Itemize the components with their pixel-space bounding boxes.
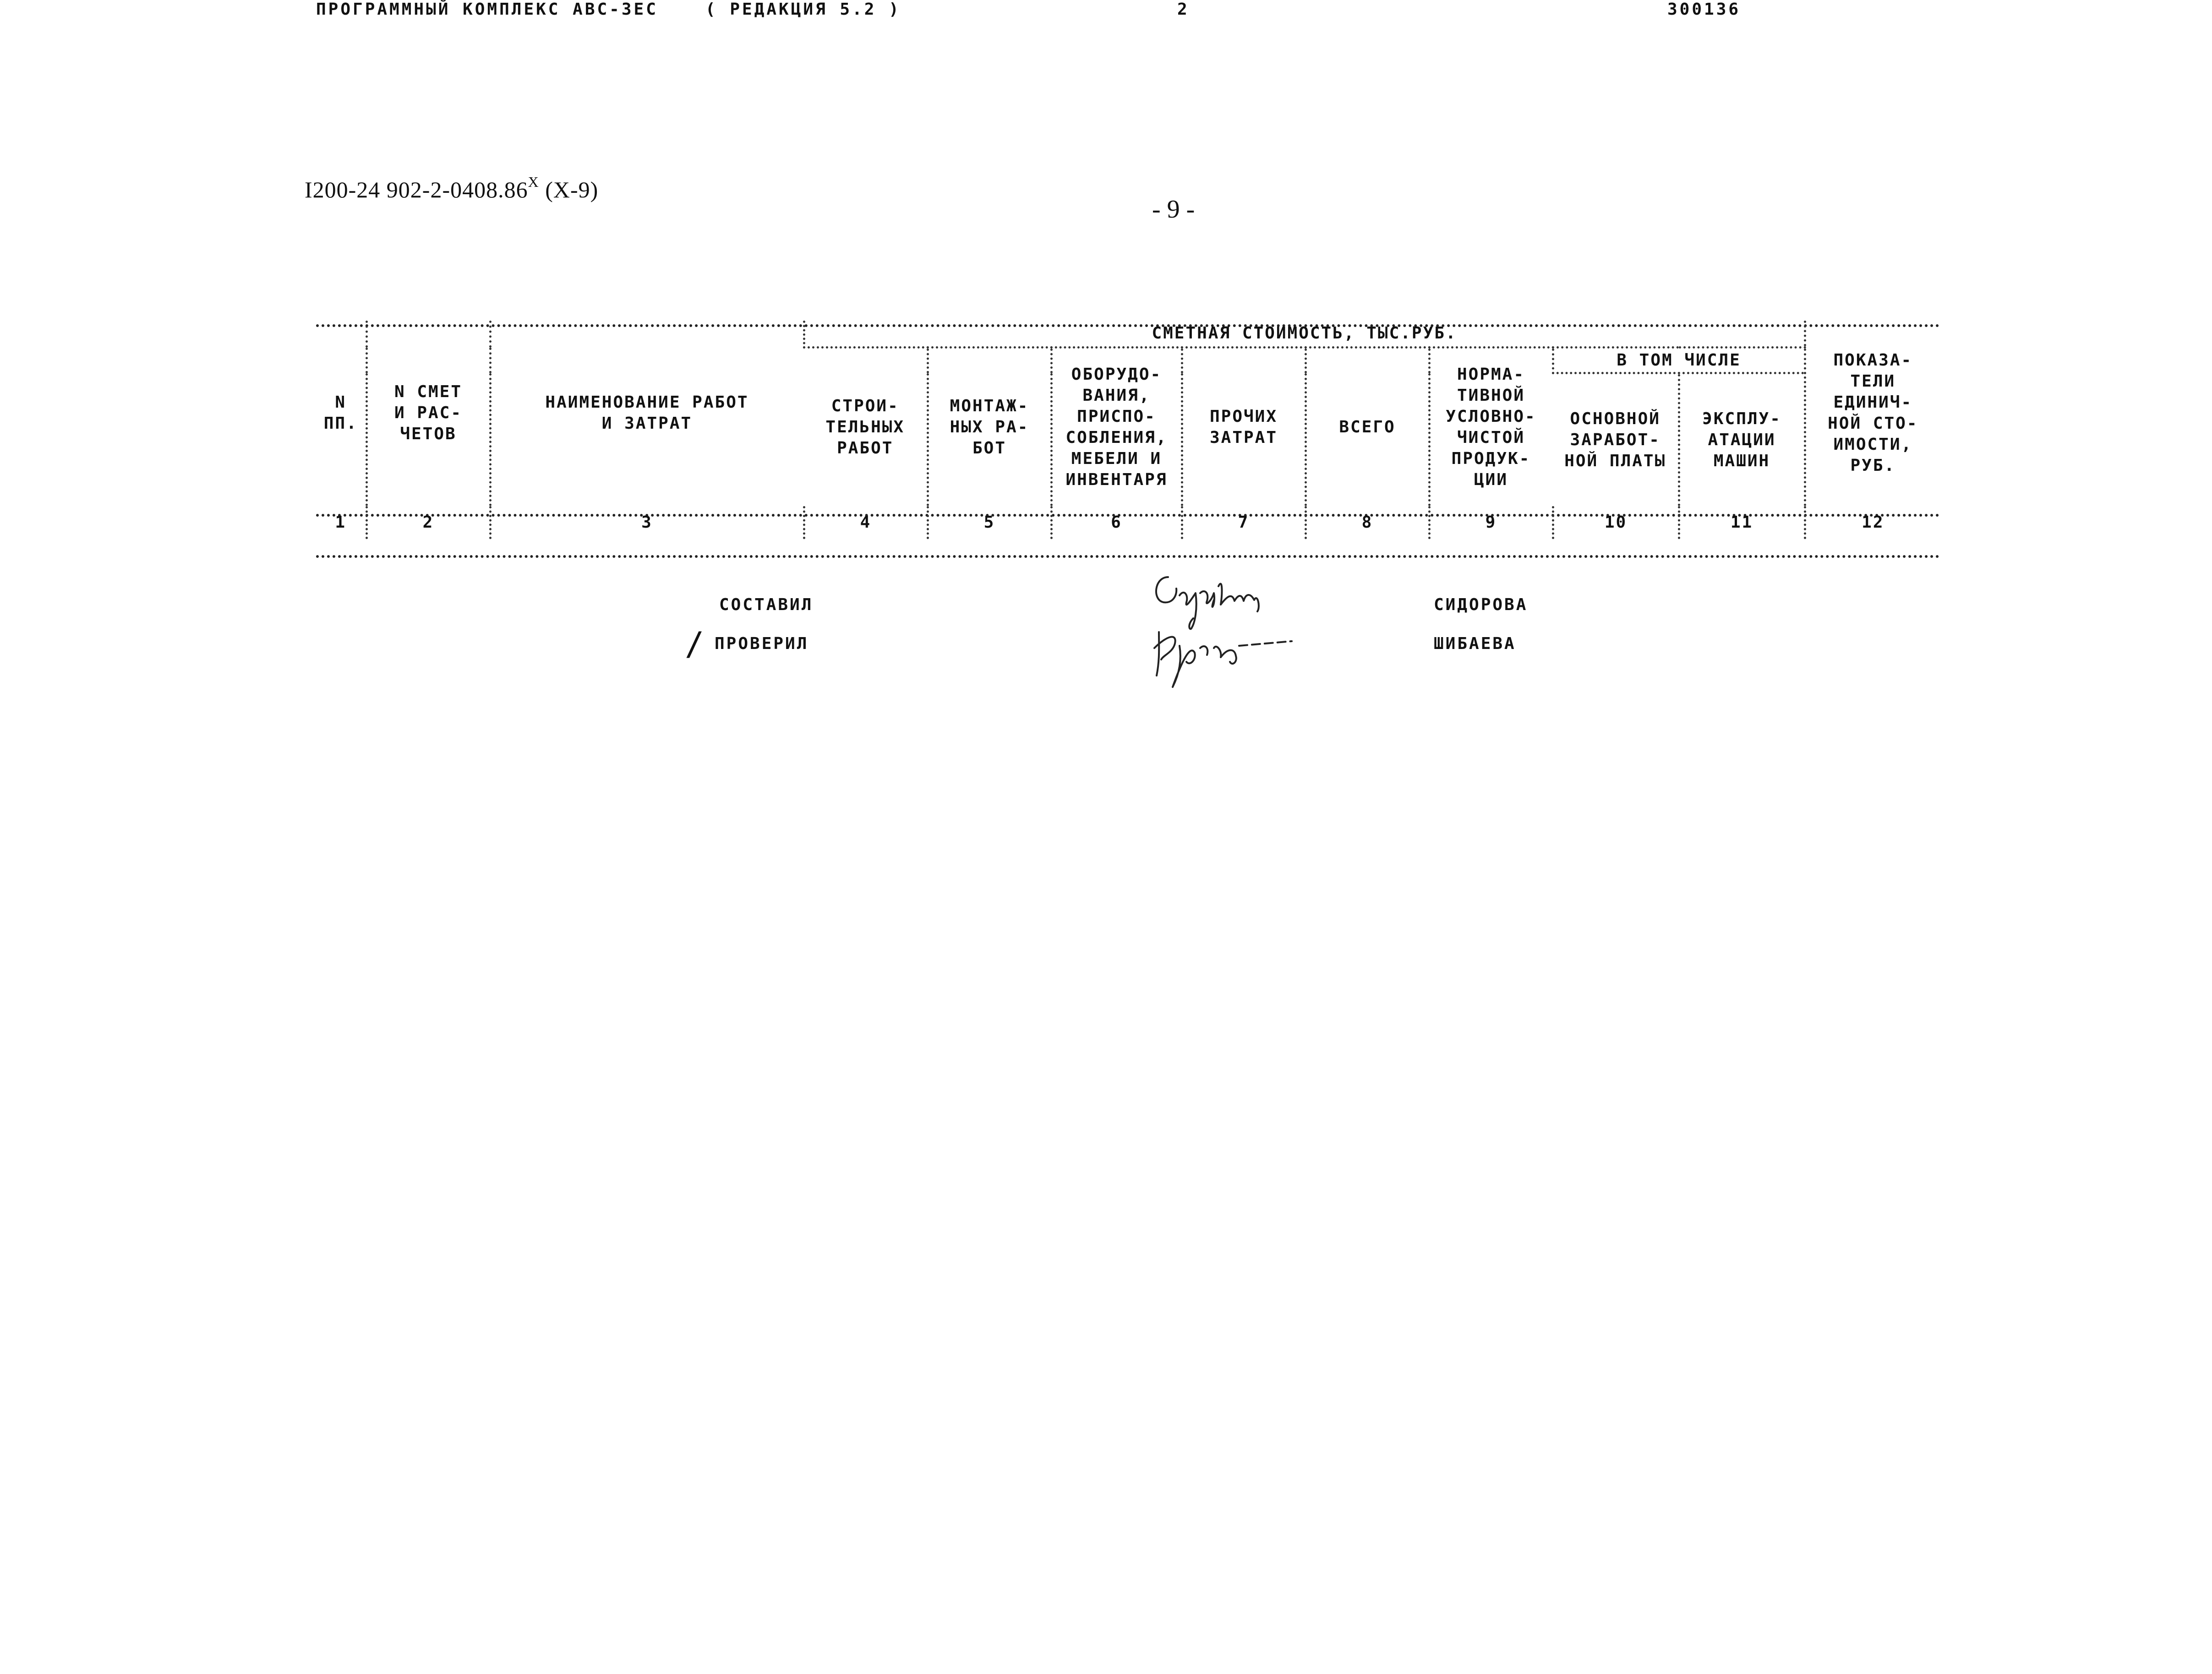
column-number: 11 (1679, 506, 1805, 539)
col-header-8: ВСЕГО (1305, 348, 1429, 506)
table-bottom-rule (316, 555, 1940, 558)
col-header-5: МОНТАЖ- НЫХ РА- БОТ (928, 348, 1051, 506)
group-header-estimated-cost: СМЕТНАЯ СТОИМОСТЬ, ТЫС.РУБ. (804, 321, 1805, 348)
subgroup-header-including: В ТОМ ЧИСЛЕ (1553, 348, 1805, 373)
program-name: ПРОГРАММНЫЙ КОМПЛЕКС АВС-3ЕС (316, 0, 658, 19)
checked-slash-mark: / (685, 625, 705, 663)
column-number: 6 (1051, 506, 1182, 539)
column-number: 3 (490, 506, 804, 539)
checked-by-name: ШИБАЕВА (1434, 634, 1516, 653)
document-code (305, 176, 598, 203)
col-header-11: ЭКСПЛУ- АТАЦИИ МАШИН (1679, 373, 1805, 506)
column-number: 2 (366, 506, 490, 539)
document-code-suffix: (X-9) (545, 177, 599, 202)
table-header-row-1 (316, 321, 1940, 348)
column-number: 9 (1429, 506, 1553, 539)
column-number-row (316, 506, 1940, 539)
col-header-7: ПРОЧИХ ЗАТРАТ (1182, 348, 1305, 506)
program-edition: ( РЕДАКЦИЯ 5.2 ) (705, 0, 901, 19)
compiled-by-name: СИДОРОВА (1434, 595, 1528, 614)
column-number: 12 (1805, 506, 1940, 539)
header-middle-number: 2 (1177, 0, 1190, 19)
compiled-by-label: СОСТАВИЛ (719, 595, 814, 614)
column-number: 5 (928, 506, 1051, 539)
document-code-superscript: X (528, 174, 539, 190)
signature-block (0, 559, 2212, 696)
checked-by-label: ПРОВЕРИЛ (715, 634, 809, 653)
column-number: 8 (1305, 506, 1429, 539)
col-header-4: СТРОИ- ТЕЛЬНЫХ РАБОТ (825, 396, 905, 458)
column-number: 10 (1553, 506, 1679, 539)
estimate-table (316, 321, 1940, 539)
col-header-10: ОСНОВНОЙ ЗАРАБОТ- НОЙ ПЛАТЫ (1564, 409, 1666, 470)
column-number: 4 (804, 506, 928, 539)
col-header-1: N ПП. (323, 393, 358, 433)
handwritten-signatures (1141, 568, 1315, 692)
column-number: 1 (335, 513, 347, 532)
col-header-9: НОРМА- ТИВНОЙ УСЛОВНО- ЧИСТОЙ ПРОДУК- ЦИИ (1429, 348, 1553, 506)
header-document-number: 300136 (1667, 0, 1741, 19)
document-code-main: I200-24 902-2-0408.86 (305, 177, 528, 202)
col-header-3: НАИМЕНОВАНИЕ РАБОТ И ЗАТРАТ (490, 321, 804, 506)
page-number: - 9 - (1152, 195, 1195, 224)
column-number: 7 (1182, 506, 1305, 539)
col-header-2: N СМЕТ И РАС- ЧЕТОВ (366, 321, 490, 506)
col-header-6: ОБОРУДО- ВАНИЯ, ПРИСПО- СОБЛЕНИЯ, МЕБЕЛИ И ИНВЕНТАРЯ (1051, 348, 1182, 506)
col-header-12: ПОКАЗА- ТЕЛИ ЕДИНИЧ- НОЙ СТО- ИМОСТИ, РУБ. (1805, 321, 1940, 506)
